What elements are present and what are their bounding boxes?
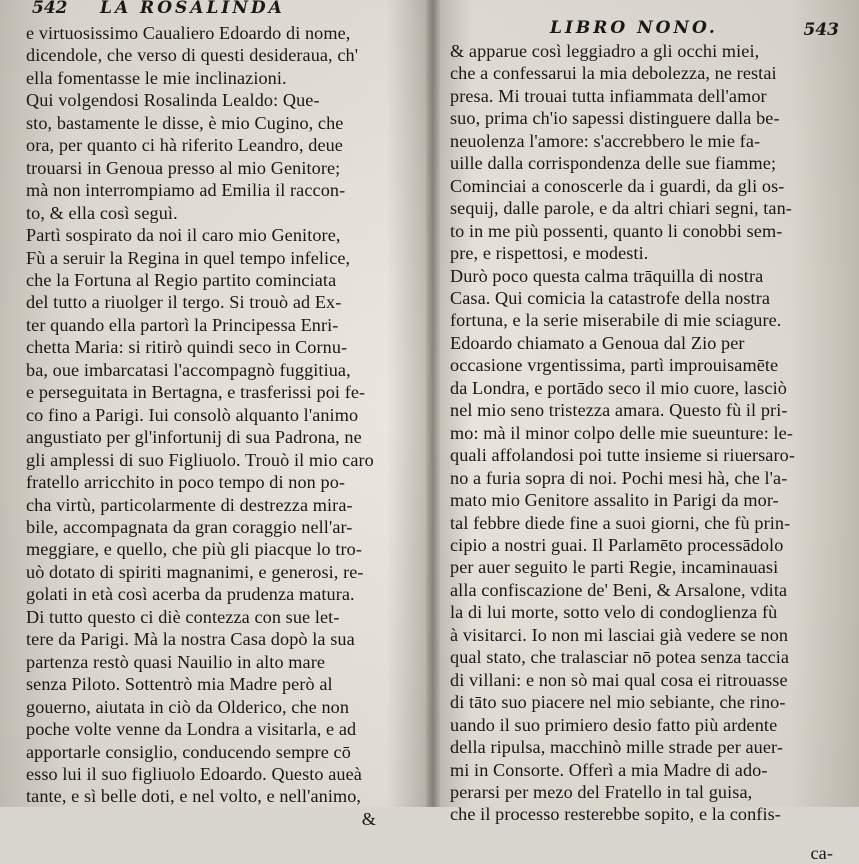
text-line: partenza restò quasi Nauilio in alto mare xyxy=(26,651,326,672)
text-line: uò dotato di spiriti magnanimi, e generosi, re- xyxy=(26,561,364,582)
text-line: esso lui il suo figliuolo Edoardo. Questo aueà xyxy=(26,763,362,784)
text-line: di tāto suo piacere nel mio sebiante, che rino- xyxy=(450,692,786,713)
left-page-number: 542 xyxy=(32,0,68,18)
text-line: qual stato, che tralasciar nō potea senza taccia xyxy=(450,647,790,668)
text-line: che la Fortuna al Regio partito cominciata xyxy=(26,269,337,290)
text-line: no a furia sopra di noi. Pochi mesi hà, che l'a- xyxy=(450,467,788,488)
text-line: chetta Maria: si ritirò quindi seco in Cornu- xyxy=(26,337,348,358)
text-line: uille dalla corrispondenza delle sue fiamme; xyxy=(450,153,777,174)
left-page-text xyxy=(26,22,416,808)
text-line: cipio a nostri guai. Il Parlamēto processādolo xyxy=(450,534,784,555)
text-line: sequij, dalle parole, e da altri chiari segni, tan- xyxy=(450,198,792,219)
text-line: mà non interrompiamo ad Emilia il raccon- xyxy=(26,180,346,201)
text-line: di villani: e non sò mai qual cosa ei ritrouasse xyxy=(450,669,788,690)
text-line: ba, oue imbarcatasi l'accompagnò fuggitiua, xyxy=(26,359,351,380)
left-page xyxy=(0,0,430,829)
text-line: fortuna, e la serie miserabile di mie sciagure. xyxy=(450,310,782,331)
text-line: cha virtù, particolarmente di destrezza mira- xyxy=(26,494,353,515)
text-line: da Londra, e portādo seco il mio cuore, lasciò xyxy=(450,377,787,398)
text-line: sto, bastamente le disse, è mio Cugino, che xyxy=(26,112,344,133)
text-line: senza Piloto. Sottentrò mia Madre però al xyxy=(26,674,333,695)
text-line: presa. Mi trouai tutta infiammata dell'amor xyxy=(450,85,767,106)
text-line: pre, e rispettosi, e modesti. xyxy=(450,243,649,264)
left-catchword: & xyxy=(361,808,376,829)
text-line: tal febbre diede fine a suoi giorni, che fù prin- xyxy=(450,512,791,533)
left-page-header xyxy=(26,2,416,20)
text-line: ella fomentasse le mie inclinazioni. xyxy=(26,67,287,88)
text-line: Partì sospirato da noi il caro mio Genitore, xyxy=(26,225,341,246)
text-line: alla confiscazione de' Beni, & Arsalone, vdita xyxy=(450,579,788,600)
right-page-number: 543 xyxy=(803,20,839,40)
text-line: to, & ella così seguì. xyxy=(26,202,178,223)
text-line: Casa. Qui comicia la catastrofe della nostra xyxy=(450,287,771,308)
text-line: à visitarci. Io non mi lasciai già vedere se non xyxy=(450,624,789,645)
text-line: uando il suo primiero desio fatto più ardente xyxy=(450,714,778,735)
text-line: ter quando ella partorì la Principessa Enri- xyxy=(26,314,339,335)
text-line: co fino a Parigi. Iui consolò alquanto l'animo xyxy=(26,404,359,425)
text-line: bile, accompagnata da gran coraggio nell'ar- xyxy=(26,516,353,537)
text-line: perarsi per mezo del Fratello in tal guisa, xyxy=(450,781,753,802)
text-line: neuolenza l'amore: s'accrebbero le mie fa- xyxy=(450,130,761,151)
text-line: per auer seguito le parti Regie, incaminauasi xyxy=(450,557,779,578)
text-line: Edoardo chiamato a Genoua dal Zio per xyxy=(450,332,745,353)
text-line: mato mio Genitore assalito in Parigi da mor- xyxy=(450,490,779,511)
text-line: tante, e sì belle doti, e nel volto, e nell'animo, xyxy=(26,786,362,807)
text-line: angustiato per gl'infortunij di sua Padrona, ne xyxy=(26,427,362,448)
text-line: to in me più possenti, quanto li conobbi sem- xyxy=(450,220,783,241)
right-page-text xyxy=(450,40,839,826)
text-line: poche volte venne da Londra a visitarla, e ad xyxy=(26,719,357,740)
text-line: gli amplessi di suo Figliuolo. Trouò il mio caro xyxy=(26,449,374,470)
text-line: Di tutto questo ci diè contezza con sue let- xyxy=(26,606,340,627)
right-page xyxy=(436,0,859,863)
text-line: Cominciai a conoscerle da i guardi, da gli os- xyxy=(450,175,785,196)
text-line: suo, prima ch'io sapessi distinguere dalla be- xyxy=(450,108,780,129)
text-line: quali affolandosi poi tutte insieme si riuersaro- xyxy=(450,445,795,466)
text-line: gouerno, aiutata in ciò da Olderico, che non xyxy=(26,696,350,717)
text-line: apportarle consiglio, conducendo sempre cō xyxy=(26,741,351,762)
text-line: golati in età così acerba da prudenza matura. xyxy=(26,584,355,605)
text-line: Durò poco questa calma trāquilla di nostra xyxy=(450,265,764,286)
text-line: Qui volgendosi Rosalinda Lealdo: Que- xyxy=(26,90,320,111)
text-line: occasione vrgentissima, partì improuisamēte xyxy=(450,355,779,376)
text-line: che a confessarui la mia debolezza, ne restai xyxy=(450,63,777,84)
left-running-head: LA ROSALINDA xyxy=(100,0,285,18)
text-line: mi in Consorte. Offerì a mia Madre di ado- xyxy=(450,759,768,780)
text-line: tere da Parigi. Mà la nostra Casa dopò la sua xyxy=(26,629,355,650)
text-line: e virtuosissimo Caualiero Edoardo di nome, xyxy=(26,23,351,43)
right-catchword: ca- xyxy=(810,842,833,863)
text-line: ora, per quanto ci hà riferito Leandro, deue xyxy=(26,135,343,156)
text-line: meggiare, e quello, che più gli piacque lo tro- xyxy=(26,539,362,560)
text-line: la di lui morte, sotto velo di condoglienza fù xyxy=(450,602,778,623)
text-line: dicendole, che verso di questi desideraua, ch' xyxy=(26,45,359,66)
text-line: fratello arricchito in poco tempo di non po- xyxy=(26,472,346,493)
text-line: e perseguitata in Bertagna, e trasferissi poi fe- xyxy=(26,382,366,403)
text-line: della ripulsa, macchinò mille strade per auer- xyxy=(450,737,783,758)
text-line: nel mio seno tristezza amara. Questo fù il pri- xyxy=(450,400,788,421)
text-line: & apparue così leggiadro a gli occhi miei, xyxy=(450,41,760,61)
text-line: che il processo resterebbe sopito, e la confis- xyxy=(450,804,781,825)
text-line: trouarsi in Genoua presso al mio Genitore; xyxy=(26,157,341,178)
right-page-header xyxy=(450,2,839,40)
right-running-head: LIBRO NONO. xyxy=(550,18,718,38)
text-line: mo: mà il minor colpo delle mie sueunture: le- xyxy=(450,422,794,443)
text-line: del tutto a riuolger il tergo. Si trouò ad Ex- xyxy=(26,292,342,313)
text-line: Fù a seruir la Regina in quel tempo infelice, xyxy=(26,247,351,268)
